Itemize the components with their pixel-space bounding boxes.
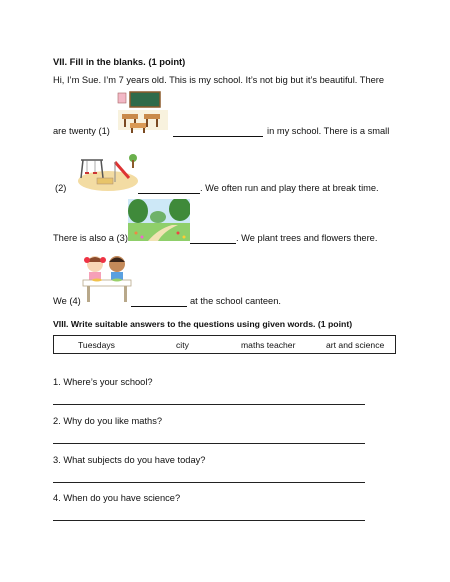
blank-1[interactable] [173, 127, 263, 137]
blank-3[interactable] [190, 234, 236, 244]
section-7-heading: VII. Fill in the blanks. (1 point) [53, 56, 186, 67]
word-city: city [176, 340, 189, 350]
answer-line-2[interactable] [53, 443, 365, 444]
classroom-picture [116, 90, 170, 134]
text-line-5-end: at the school canteen. [190, 296, 281, 306]
question-2: 2. Why do you like maths? [53, 416, 163, 426]
question-4: 4. When do you have science? [53, 493, 181, 503]
word-maths-teacher: maths teacher [241, 340, 296, 350]
playground-picture [75, 148, 141, 194]
word-art-and-science: art and science [326, 340, 385, 350]
answer-line-4[interactable] [53, 520, 365, 521]
text-line-5-start: We (4) [53, 296, 81, 306]
answer-line-1[interactable] [53, 404, 365, 405]
word-box [53, 335, 396, 354]
section-8-heading: VIII. Write suitable answers to the questions using given words. (1 point) [53, 319, 353, 329]
text-line-4-end: . We plant trees and flowers there. [236, 233, 378, 243]
text-line-2-end: in my school. There is a small [267, 126, 390, 136]
blank-2[interactable] [138, 184, 200, 194]
question-3: 3. What subjects do you have today? [53, 455, 206, 465]
blank-4[interactable] [131, 297, 187, 307]
word-tuesdays: Tuesdays [78, 340, 115, 350]
answer-line-3[interactable] [53, 482, 365, 483]
question-1: 1. Where’s your school? [53, 377, 153, 387]
garden-picture [128, 199, 190, 241]
text-line-3-end: . We often run and play there at break time. [200, 183, 379, 193]
children-eating-picture [81, 250, 133, 304]
text-line-2-start: are twenty (1) [53, 126, 110, 136]
text-line-1: Hi, I’m Sue. I’m 7 years old. This is my school. It’s not big but it’s beautiful. There [53, 75, 385, 85]
text-line-3-start: (2) [55, 183, 67, 193]
text-line-4-start: There is also a (3) [53, 233, 128, 243]
